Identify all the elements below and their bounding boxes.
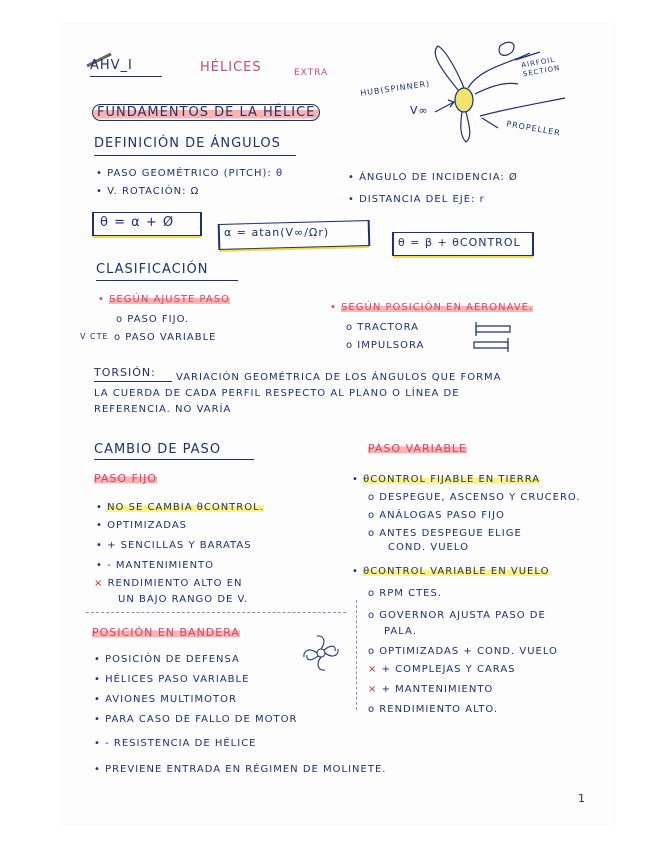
page-title: HÉLICES xyxy=(200,60,262,75)
paso-variable-item: o PASO VARIABLE xyxy=(114,332,217,343)
fijo-item-6: UN BAJO RANGO DE V. xyxy=(118,594,249,605)
clasificacion-underline xyxy=(96,280,238,281)
cambio-paso-underline xyxy=(94,459,254,460)
feathered-propeller-icon xyxy=(300,632,342,674)
var2-item-7: o RENDIMIENTO ALTO. xyxy=(368,704,499,715)
bandera-item-1: • POSICIÓN DE DEFENSA xyxy=(94,654,240,665)
section-fundamentos-title: FUNDAMENTOS DE LA HÉLICE xyxy=(92,104,320,121)
torsion-line-2: LA CUERDA DE CADA PERFIL RESPECTO AL PLANO O LÍNEA DE xyxy=(94,388,460,399)
bandera-item-2: • HÉLICES PASO VARIABLE xyxy=(94,674,250,685)
bullet-angulo-incidencia: • ÁNGULO DE INCIDENCIA: Ø xyxy=(348,172,518,183)
torsion-underline xyxy=(94,381,172,382)
torsion-label: TORSIÓN: xyxy=(94,366,156,379)
page-number: 1 xyxy=(578,792,586,805)
var2-item-1: o RPM CTES. xyxy=(368,588,443,599)
fijo-item-4: • - MANTENIMIENTO xyxy=(96,560,215,571)
bullet-v-rotacion: • V. ROTACIÓN: Ω xyxy=(96,186,200,197)
var1-item-3: o ANTES DESPEGUE ELIGE xyxy=(368,528,522,539)
var2-item-4: o OPTIMIZADAS + COND. VUELO xyxy=(368,646,558,657)
torsion-line-1: VARIACIÓN GEOMÉTRICA DE LOS ÁNGULOS QUE FORMA xyxy=(176,372,502,383)
bandera-item-6: • PREVIENE ENTRADA EN RÉGIMEN DE MOLINETE. xyxy=(94,764,387,775)
bandera-item-4: • PARA CASO DE FALLO DE MOTOR xyxy=(94,714,298,725)
bandera-item-5: • - RESISTENCIA DE HÉLICE xyxy=(94,738,257,749)
definicion-underline xyxy=(94,155,296,156)
airfoil-label: AIRFOIL SECTION xyxy=(520,55,561,79)
bandera-item-3: • AVIONES MULTIMOTOR xyxy=(94,694,237,705)
segun-ajuste-paso-heading: • SEGÚN AJUSTE PASO xyxy=(98,294,230,305)
var2-item-5: × + COMPLEJAS Y CARAS xyxy=(368,664,516,675)
propeller-label: PROPELLER xyxy=(505,119,562,138)
definicion-angulos-title: DEFINICIÓN DE ÁNGULOS xyxy=(94,136,281,151)
section-divider xyxy=(86,612,346,613)
cambio-paso-title: CAMBIO DE PASO xyxy=(94,442,222,457)
formula-1: θ = α + Ø xyxy=(100,215,175,230)
paso-fijo-heading: PASO FIJO xyxy=(94,472,158,485)
var-group1-heading: • θCONTROL FIJABLE EN TIERRA xyxy=(352,474,541,485)
course-code-underline xyxy=(90,76,162,77)
paso-fijo-item: o PASO FIJO. xyxy=(116,314,190,325)
hub-label: HUB(SPINNER) xyxy=(359,79,431,98)
bullet-paso-geometrico: • PASO GEOMÉTRICO (PITCH): θ xyxy=(96,168,284,179)
segun-posicion-heading: • SEGÚN POSICIÓN EN AERONAVE. xyxy=(330,302,534,313)
var2-item-6: × + MANTENIMIENTO xyxy=(368,684,494,695)
formula-3: θ = β + θCONTROL xyxy=(398,236,521,249)
fijo-item-3: • + SENCILLAS Y BARATAS xyxy=(96,540,252,551)
clasificacion-title: CLASIFICACIÓN xyxy=(96,262,209,277)
fijo-item-5: × RENDIMIENTO ALTO EN xyxy=(94,578,243,589)
var-group2-heading: • θCONTROL VARIABLE EN VUELO xyxy=(352,566,550,577)
fijo-item-2: • OPTIMIZADAS xyxy=(96,520,188,531)
var1-item-4: COND. VUELO xyxy=(388,542,469,553)
bullet-distancia-eje: • DISTANCIA DEL EJE: r xyxy=(348,194,485,205)
tractora-impulsora-sketch-icon xyxy=(470,318,520,352)
vinf-label: V∞ xyxy=(410,104,429,117)
tractora-item: o TRACTORA xyxy=(346,322,419,333)
torsion-line-3: REFERENCIA. NO VARÍA xyxy=(94,404,232,415)
course-code: AHV_I xyxy=(90,58,133,73)
formula-2: α = atan(V∞/Ωr) xyxy=(224,226,330,239)
fijo-item-1: • NO SE CAMBIA θCONTROL. xyxy=(96,502,264,513)
v-cte-note: V CTE xyxy=(80,332,109,341)
column-divider xyxy=(356,600,357,710)
bandera-heading: POSICIÓN EN BANDERA xyxy=(92,626,240,639)
extra-tag: EXTRA xyxy=(294,68,329,78)
paso-variable-heading: PASO VARIABLE xyxy=(368,442,467,455)
var1-item-2: o ANÁLOGAS PASO FIJO xyxy=(368,510,505,521)
var1-item-1: o DESPEGUE, ASCENSO Y CRUCERO. xyxy=(368,492,581,503)
var2-item-2: o GOVERNOR AJUSTA PASO DE xyxy=(368,610,546,621)
var2-item-3: PALA. xyxy=(384,626,417,637)
impulsora-item: o IMPULSORA xyxy=(346,340,425,351)
